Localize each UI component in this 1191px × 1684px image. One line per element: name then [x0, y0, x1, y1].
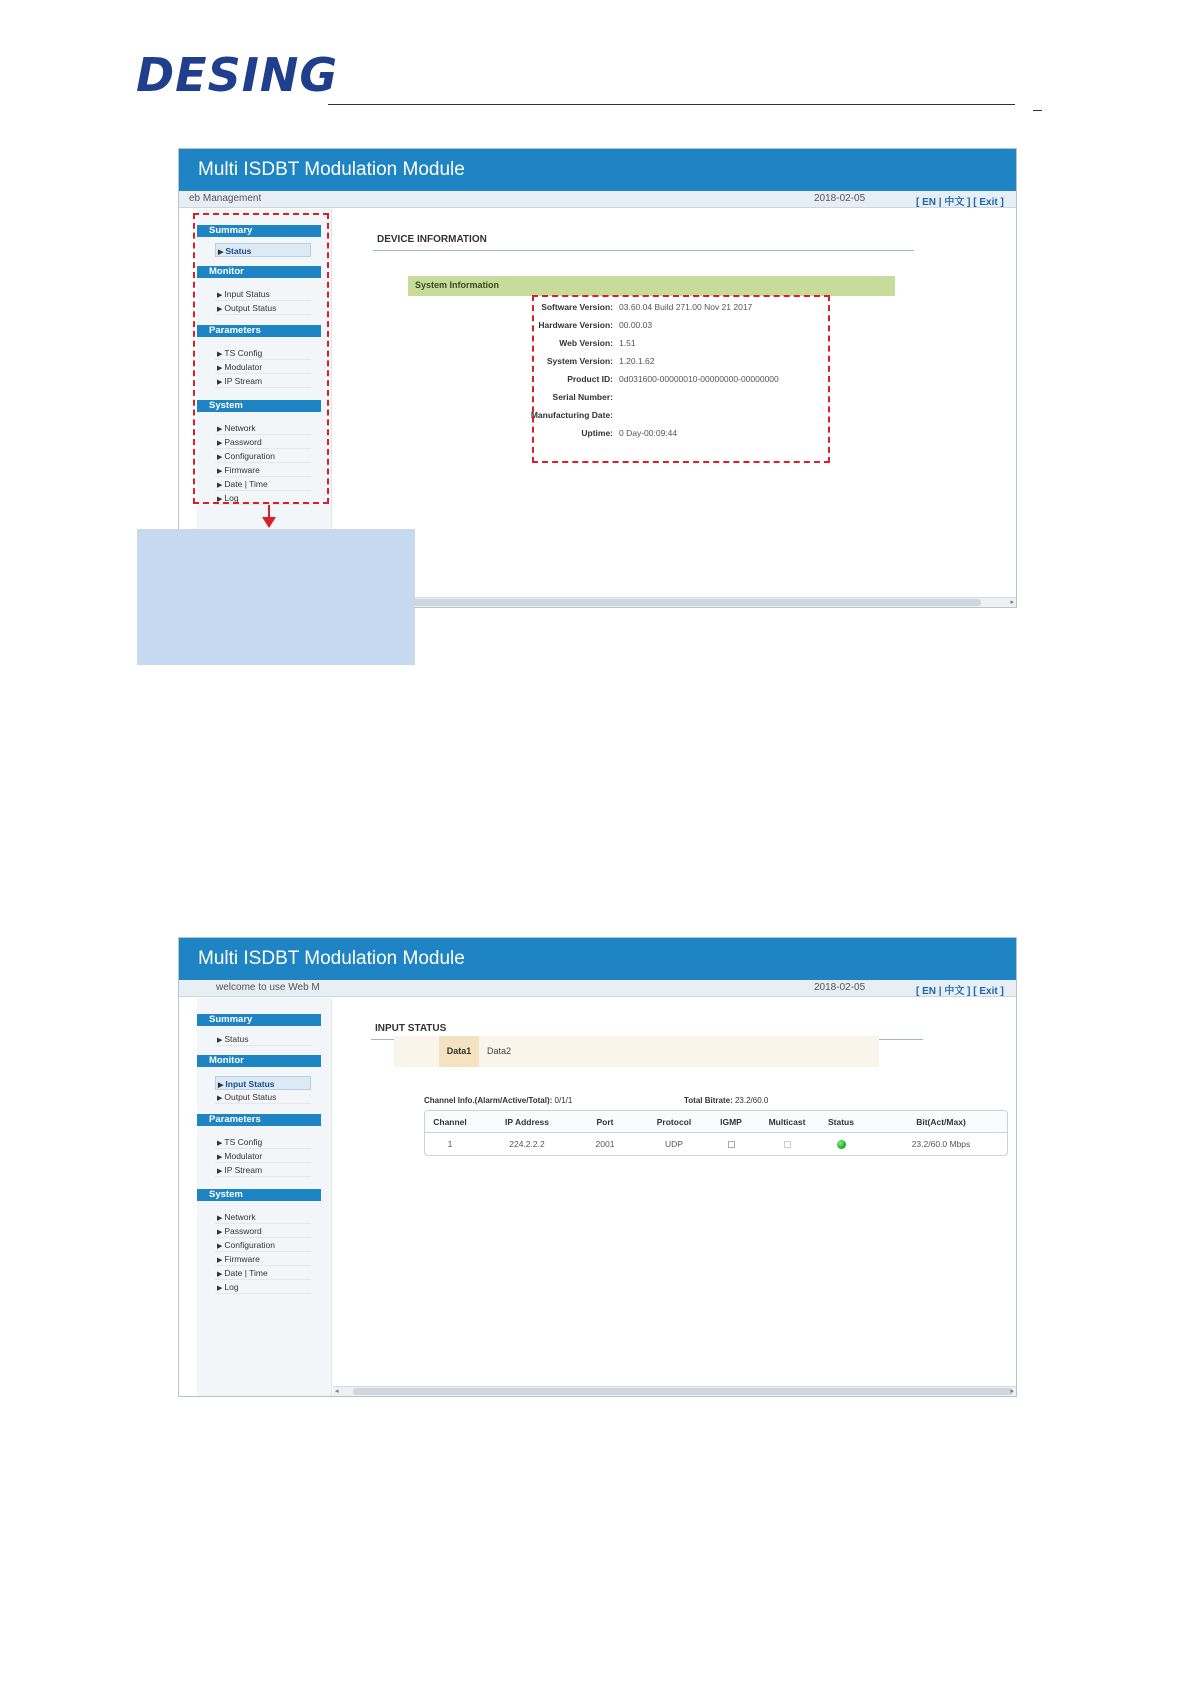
horizontal-scrollbar[interactable]	[333, 1386, 1016, 1396]
triangle-right-icon: ▶	[217, 1271, 223, 1278]
triangle-right-icon: ▶	[217, 496, 223, 503]
input-status-screenshot	[178, 937, 1017, 1397]
lang-cn-link[interactable]: 中文 ]	[944, 986, 971, 997]
sidebar-item-modulator[interactable]: ▶ Modulator	[215, 360, 311, 374]
triangle-right-icon: ▶	[217, 306, 223, 313]
cell-igmp	[709, 1133, 753, 1155]
welcome-text: welcome to use Web M	[216, 982, 320, 993]
triangle-right-icon: ▶	[217, 482, 223, 489]
status-led-icon	[837, 1140, 846, 1149]
sidebar-section-parameters	[197, 1114, 331, 1177]
sidebar-title-system: System	[197, 400, 321, 412]
sidebar-item-date-time[interactable]: ▶ Date | Time	[215, 477, 311, 491]
sidebar-item-modulator[interactable]: ▶ Modulator	[215, 1149, 311, 1163]
info-row-product-id: Product ID: 0d031600-00000010-00000000-00000000	[567, 374, 779, 384]
cell-protocol: UDP	[665, 1139, 683, 1149]
sidebar-item-firmware[interactable]: ▶ Firmware	[215, 463, 311, 477]
exit-link[interactable]: [ Exit ]	[973, 197, 1004, 208]
triangle-right-icon: ▶	[217, 351, 223, 358]
table-header	[425, 1111, 1007, 1133]
info-row-hardware-version: Hardware Version: 00.00.03	[538, 320, 653, 330]
cell-bitrate: 23.2/60.0 Mbps	[911, 1139, 971, 1149]
col-channel: Channel	[433, 1117, 467, 1127]
triangle-right-icon: ▶	[217, 379, 223, 386]
app-title: Multi ISDBT Modulation Module	[198, 948, 465, 969]
main-content	[332, 998, 1016, 1396]
header-dash	[1033, 110, 1042, 111]
triangle-right-icon: ▶	[217, 1140, 223, 1147]
cell-port: 2001	[595, 1139, 615, 1149]
input-status-table	[424, 1110, 1008, 1156]
channel-info: Channel Info.(Alarm/Active/Total): 0/1/1	[424, 1096, 573, 1105]
tab-data2[interactable]: Data2	[486, 1046, 512, 1056]
triangle-right-icon: ▶	[217, 1243, 223, 1250]
arrow-down-icon	[262, 517, 276, 528]
triangle-right-icon: ▶	[217, 1037, 223, 1044]
sidebar-section-system	[197, 1189, 331, 1294]
sidebar-item-ts-config[interactable]: ▶ TS Config	[215, 1135, 311, 1149]
col-bitrate: Bit(Act/Max)	[916, 1117, 966, 1127]
table-row	[425, 1133, 1007, 1155]
info-row-web-version: Web Version: 1.51	[559, 338, 636, 348]
info-highlight-box	[532, 295, 830, 463]
sidebar-item-network[interactable]: ▶ Network	[215, 1210, 311, 1224]
sidebar-section-monitor	[197, 1055, 331, 1104]
col-multicast: Multicast	[768, 1117, 806, 1127]
logo-text: DESING	[136, 48, 339, 102]
total-bitrate: Total Bitrate: 23.2/60.0	[684, 1096, 769, 1105]
triangle-right-icon: ▶	[217, 1168, 223, 1175]
tab-data1[interactable]: Data1	[439, 1036, 479, 1067]
sidebar-item-input-status[interactable]: ▶ Input Status	[215, 287, 311, 301]
triangle-right-icon: ▶	[217, 1215, 223, 1222]
app-title-bar	[179, 149, 1016, 191]
sidebar-title-parameters: Parameters	[197, 1114, 321, 1126]
info-row-software-version: Software Version: 03.60.04 Build 271.00 Nov 21 2017	[541, 302, 753, 312]
sidebar-item-ip-stream[interactable]: ▶ IP Stream	[215, 374, 311, 388]
sidebar-title-parameters: Parameters	[197, 325, 321, 337]
sidebar-item-configuration[interactable]: ▶ Configuration	[215, 1238, 311, 1252]
data-tabs	[394, 1036, 879, 1067]
info-bar	[179, 191, 1016, 208]
scroll-right-icon[interactable]: ▸	[1010, 599, 1014, 606]
sidebar-item-output-status[interactable]: ▶ Output Status	[215, 1090, 311, 1104]
sidebar-title-system: System	[197, 1189, 321, 1201]
language-switch	[916, 982, 1004, 997]
sidebar-item-password[interactable]: ▶ Password	[215, 1224, 311, 1238]
header-rule	[328, 104, 1015, 105]
col-port: Port	[596, 1117, 614, 1127]
info-row-serial-number: Serial Number:	[552, 392, 613, 402]
sidebar-title-monitor: Monitor	[197, 1055, 321, 1067]
horizontal-scrollbar[interactable]	[333, 597, 1016, 607]
language-switch	[916, 193, 1004, 208]
sidebar-title-summary: Summary	[197, 1014, 321, 1026]
sidebar-item-configuration[interactable]: ▶ Configuration	[215, 449, 311, 463]
lang-en-link[interactable]: [ EN |	[916, 986, 942, 997]
sidebar-title-summary: Summary	[197, 225, 321, 237]
col-igmp: IGMP	[720, 1117, 742, 1127]
multicast-checkbox	[784, 1141, 791, 1148]
sidebar-item-output-status[interactable]: ▶ Output Status	[215, 301, 311, 315]
col-protocol: Protocol	[656, 1117, 692, 1127]
sidebar-item-ts-config[interactable]: ▶ TS Config	[215, 346, 311, 360]
info-row-manufacturing-date: Manufacturing Date:	[530, 410, 613, 420]
cell-status	[821, 1133, 861, 1155]
col-ip-address: IP Address	[505, 1117, 549, 1127]
sidebar	[197, 998, 332, 1397]
page-title: INPUT STATUS	[375, 1023, 447, 1034]
info-bar	[179, 980, 1016, 997]
app-title: Multi ISDBT Modulation Module	[198, 159, 465, 180]
date-text: 2018-02-05	[814, 193, 866, 204]
welcome-text: eb Management	[189, 193, 262, 204]
cell-multicast	[757, 1133, 817, 1155]
sidebar-item-log[interactable]: ▶ Log	[215, 1280, 311, 1294]
scroll-thumb[interactable]	[411, 599, 981, 606]
info-row-uptime: Uptime: 0 Day-00:09:44	[581, 428, 678, 438]
desing-logo	[136, 36, 339, 108]
triangle-right-icon: ▶	[217, 1285, 223, 1292]
igmp-checkbox[interactable]	[728, 1141, 735, 1148]
callout-box	[137, 529, 415, 665]
lang-en-link[interactable]: [ EN |	[916, 197, 942, 208]
triangle-right-icon: ▶	[217, 365, 223, 372]
col-status: Status	[828, 1117, 854, 1127]
cell-channel: 1	[447, 1139, 453, 1149]
sidebar-item-status[interactable]: ▶ Status	[215, 1032, 311, 1046]
sidebar-item-input-status[interactable]: ▶ Input Status	[215, 1076, 311, 1090]
exit-link[interactable]: [ Exit ]	[973, 986, 1004, 997]
system-information-bar	[408, 276, 895, 296]
scroll-thumb[interactable]	[353, 1388, 1013, 1395]
sidebar-item-network[interactable]: ▶ Network	[215, 421, 311, 435]
triangle-right-icon: ▶	[217, 1154, 223, 1161]
sidebar-section-summary	[197, 1014, 331, 1046]
triangle-right-icon: ▶	[217, 454, 223, 461]
system-information-title: System Information	[415, 280, 500, 290]
sidebar-highlight-box	[193, 213, 329, 504]
sidebar-item-password[interactable]: ▶ Password	[215, 435, 311, 449]
info-row-system-version: System Version: 1.20.1.62	[546, 356, 655, 366]
triangle-right-icon: ▶	[217, 468, 223, 475]
cell-ip-address: 224.2.2.2	[509, 1139, 545, 1149]
triangle-right-icon: ▶	[217, 426, 223, 433]
scroll-left-icon[interactable]: ◂	[335, 1388, 339, 1395]
sidebar-title-monitor: Monitor	[197, 266, 321, 278]
heading-rule	[373, 250, 914, 251]
app-title-bar	[179, 938, 1016, 980]
sidebar-item-date-time[interactable]: ▶ Date | Time	[215, 1266, 311, 1280]
triangle-right-icon: ▶	[217, 440, 223, 447]
triangle-right-icon: ▶	[217, 292, 223, 299]
scroll-right-icon[interactable]: ▸	[1010, 1388, 1014, 1395]
triangle-right-icon: ▶	[217, 1257, 223, 1264]
triangle-right-icon: ▶	[218, 1082, 224, 1089]
sidebar-item-log[interactable]: ▶ Log	[215, 491, 311, 505]
triangle-right-icon: ▶	[217, 1229, 223, 1236]
date-text: 2018-02-05	[814, 982, 866, 993]
sidebar-item-status[interactable]: ▶ Status	[215, 243, 311, 257]
sidebar-item-firmware[interactable]: ▶ Firmware	[215, 1252, 311, 1266]
triangle-right-icon: ▶	[217, 1095, 223, 1102]
lang-cn-link[interactable]: 中文 ]	[944, 197, 971, 208]
sidebar-item-ip-stream[interactable]: ▶ IP Stream	[215, 1163, 311, 1177]
triangle-right-icon: ▶	[218, 249, 224, 256]
page-title: DEVICE INFORMATION	[377, 234, 487, 245]
